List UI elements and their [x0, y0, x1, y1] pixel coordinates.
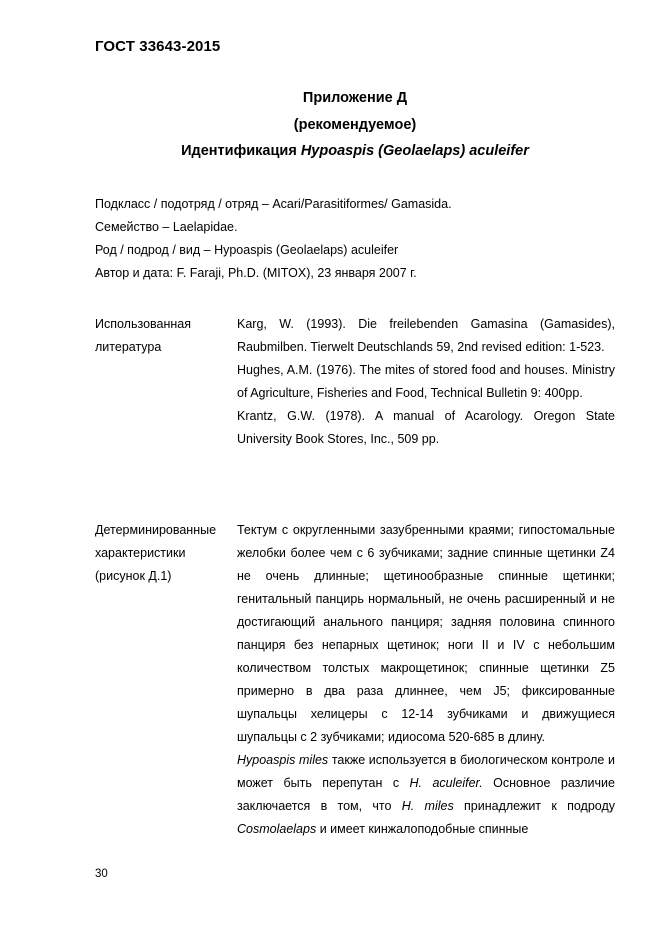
comparison-text: Основное различие заключается в том, что [237, 776, 615, 813]
author-date: Автор и дата: F. Faraji, Ph.D. (MITOX), 23 января 2007 г. [95, 266, 417, 280]
subject-species: Hypoaspis (Geolaelaps) aculeifer [300, 143, 529, 159]
comparison-text: принадлежит к подроду [453, 799, 615, 813]
subgenus-name: Cosmolaelaps [237, 822, 317, 836]
page-number: 30 [95, 868, 108, 880]
literature-label-line1: Использованная [95, 317, 192, 331]
taxonomy-family: Семейство – Laelapidae. [95, 220, 238, 234]
appendix-subject [95, 143, 615, 159]
species-name: H. aculeifer. [409, 776, 483, 790]
species-name: H. miles [401, 799, 454, 813]
literature-label [95, 313, 230, 359]
appendix-status: (рекомендуемое) [293, 117, 417, 133]
characteristics-text [237, 519, 615, 841]
characteristics-label [95, 519, 230, 588]
taxonomy-order: Подкласс / подотряд / отряд – Acari/Parasitiformes/ Gamasida. [95, 197, 452, 211]
characteristics-label-line3: (рисунок Д.1) [95, 569, 172, 583]
characteristics-label-line2: характеристики [95, 546, 186, 560]
appendix-title: Приложение Д [302, 90, 408, 106]
subject-prefix: Идентификация [181, 143, 301, 159]
literature-list [237, 313, 615, 451]
comparison-text: также используется в биологическом контроле и может быть перепутан с [237, 753, 615, 790]
characteristics-paragraph: Тектум с округленными зазубренными краями; гипостомальные желобки более чем с 6 зубчиками; задние спинные щетинки Z4 не очень длинные; щетинообразные спинные щетинки; генитальный панцирь нормальный, не очень расширенный и не достигающий анального панциря; задняя половина спинного панциря без непарных щетинок; ноги II и IV с небольшим количеством толстых макрощетинок; спинные щетинки Z5 примерно в два раза длиннее, чем J5; фиксированные шупальцы хелицеры с 12-14 зубчиками и движущиеся шупальцы с 2 зубчиками; идиосома 520-685 в длину. [237, 523, 615, 744]
species-name: Hypoaspis miles [237, 753, 329, 767]
comparison-text: и имеет кинжалоподобные спинные [316, 822, 529, 836]
reference-item: Krantz, G.W. (1978). A manual of Acarology. Oregon State University Book Stores, Inc., 509 pp. [237, 409, 615, 446]
standard-number: ГОСТ 33643-2015 [95, 38, 221, 55]
characteristics-label-line1: Детерминированные [95, 523, 217, 537]
literature-label-line2: литература [95, 340, 162, 354]
taxonomy-species: Род / подрод / вид – Hypoaspis (Geolaelaps) aculeifer [95, 243, 399, 257]
reference-item: Hughes, A.M. (1976). The mites of stored food and houses. Ministry of Agriculture, Fisheries and Food, Technical Bulletin 9: 400pp. [237, 363, 615, 400]
reference-item: Karg, W. (1993). Die freilebenden Gamasina (Gamasides), Raubmilben. Tierwelt Deutschlands 59, 2nd revised edition: 1-523. [237, 317, 615, 354]
comparison-paragraph [237, 749, 615, 841]
